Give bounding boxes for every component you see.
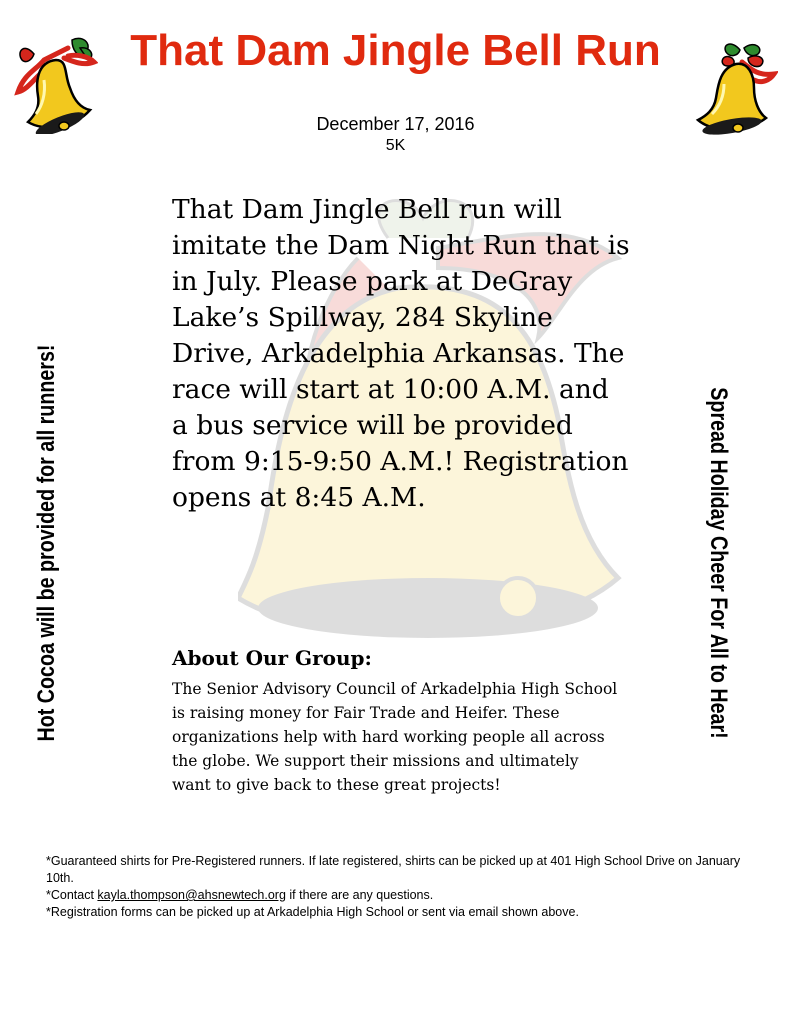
event-description: That Dam Jingle Bell run will imitate the Dam Night Run that is in July. Please park at DeGray Lake’s Spillway, 284 Skyline Drive, Arkadelphia Arkansas. The race will start at 10:00 A.M. and a bus service will be provided from 9:15-9:50 A.M.! Registration opens at 8:45 A.M. [172,194,630,513]
footnotes [46,853,746,921]
contact-suffix: if there are any questions. [285,888,434,902]
footnote-contact [46,887,746,904]
about-body: The Senior Advisory Council of Arkadelphia High School is raising money for Fair Trade and Heifer. These organizations help with hard working people all across the globe. We support their missions and ultimately want to give back to these great projects! [172,680,618,794]
side-banner-right: Spread Holiday Cheer For All to Hear! [705,387,732,739]
page-title: That Dam Jingle Bell Run [130,26,661,75]
footnote-registration: *Registration forms can be picked up at Arkadelphia High School or sent via email shown above. [46,905,579,919]
race-distance: 5K [385,137,406,154]
event-date: December 17, 2016 [316,114,475,134]
about-heading: About Our Group: [172,646,372,670]
side-banner-left: Hot Cocoa will be provided for all runners! [33,344,60,742]
contact-prefix: *Contact [46,888,98,902]
footnote-shirts: *Guaranteed shirts for Pre-Registered runners. If late registered, shirts can be picked up at 401 High School Drive on January 10th. [46,854,741,885]
contact-email-link[interactable]: kayla.thompson@ahsnewtech.org [97,888,286,902]
